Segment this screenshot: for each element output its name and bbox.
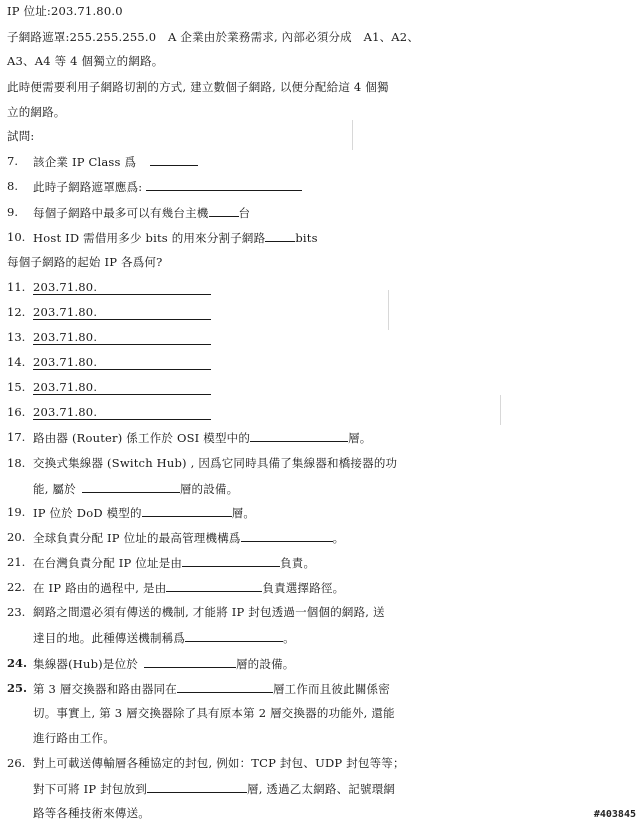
answer-blank[interactable] [150, 154, 198, 166]
question-text: 該企業 IP Class 爲 [33, 155, 137, 169]
question-22 [33, 580, 344, 595]
question-25-line-3: 進行路由工作。 [33, 731, 115, 745]
question-number: 23. [7, 605, 26, 619]
question-number: 17. [7, 430, 26, 444]
question-12 [33, 305, 211, 320]
question-suffix: 負責選擇路徑。 [262, 581, 345, 595]
question-number: 21. [7, 555, 26, 569]
question-19 [33, 505, 255, 520]
question-14 [33, 355, 211, 370]
answer-blank[interactable] [166, 580, 262, 592]
question-18-line-1: 交換式集線器 (Switch Hub) , 因爲它同時具備了集線器和橋接器的功 [33, 456, 398, 470]
question-text: 此時子網路遮罩應爲: [33, 180, 143, 194]
ip-answer-blank[interactable]: 203.71.80. [33, 330, 211, 345]
question-20 [33, 530, 344, 545]
answer-blank[interactable] [209, 205, 239, 217]
question-text: 全球負責分配 IP 位址的最高管理機構爲 [33, 531, 241, 545]
question-suffix: 負責。 [280, 556, 316, 570]
question-23-line-2 [33, 630, 295, 645]
ask-label: 試問: [7, 129, 35, 143]
question-number: 14. [7, 355, 26, 369]
question-23-line-1: 網路之間還必須有傳送的機制, 才能將 IP 封包透過一個個的網路, 送 [33, 605, 385, 619]
question-17 [33, 430, 371, 445]
question-number: 24. [7, 656, 28, 670]
question-number: 7. [7, 154, 18, 168]
answer-blank[interactable] [144, 656, 236, 668]
question-text: 在台灣負責分配 IP 位址是由 [33, 556, 183, 570]
question-number: 20. [7, 530, 26, 544]
ip-answer-blank[interactable]: 203.71.80. [33, 280, 211, 295]
answer-blank[interactable] [142, 505, 232, 517]
question-21 [33, 555, 315, 570]
question-number: 15. [7, 380, 26, 394]
question-number: 11. [7, 280, 26, 294]
question-number: 8. [7, 179, 18, 193]
question-text: IP 位於 DoD 模型的 [33, 506, 142, 520]
question-text: 在 IP 路由的過程中, 是由 [33, 581, 167, 595]
question-suffix: 層, 透過乙太網路、記號環網 [247, 782, 396, 796]
question-number: 22. [7, 580, 26, 594]
question-number: 13. [7, 330, 26, 344]
question-text: Host ID 需借用多少 bits 的用來分割子網路 [33, 231, 266, 245]
ip-answer-blank[interactable]: 203.71.80. [33, 355, 211, 370]
answer-blank[interactable] [82, 481, 180, 493]
question-26-line-2 [33, 781, 395, 796]
subnet-mask-line-2: A3、A4 等 4 個獨立的網路。 [7, 54, 164, 68]
question-number: 25. [7, 681, 28, 695]
question-26-line-1: 對上可載送傳輸層各種協定的封包, 例如：TCP 封包、UDP 封包等等； [33, 756, 405, 770]
question-13 [33, 330, 211, 345]
question-number: 12. [7, 305, 26, 319]
question-suffix: 台 [238, 206, 251, 220]
scan-artifact [388, 290, 389, 330]
question-number: 10. [7, 230, 26, 244]
question-text: 能, 屬於 [33, 482, 76, 496]
question-text: 每個子網路中最多可以有幾台主機 [33, 206, 209, 220]
question-text: 第 3 層交換器和路由器同在 [33, 682, 177, 696]
question-26-line-3: 路等各種技術來傳送。 [33, 806, 150, 820]
answer-blank[interactable] [250, 430, 348, 442]
question-suffix: 。 [283, 631, 295, 645]
description-line-1: 此時便需要利用子網路切割的方式, 建立數個子網路, 以便分配給這 4 個獨 [7, 80, 389, 94]
answer-blank[interactable] [265, 230, 295, 242]
question-suffix: bits [295, 231, 318, 245]
document-id: #403845 [593, 809, 636, 820]
ip-answer-blank[interactable]: 203.71.80. [33, 305, 211, 320]
question-18-line-2 [33, 481, 238, 496]
question-16 [33, 405, 211, 420]
description-line-2: 立的網路。 [7, 105, 66, 119]
question-text: 集線器(Hub)是位於 [33, 657, 138, 671]
question-suffix: 層。 [231, 506, 256, 520]
question-9 [33, 205, 250, 220]
question-10 [33, 230, 318, 245]
answer-blank[interactable] [185, 630, 283, 642]
answer-blank[interactable] [241, 530, 333, 542]
question-7 [33, 154, 198, 169]
ip-address-line: IP 位址:203.71.80.0 [7, 4, 123, 18]
answer-blank[interactable] [182, 555, 280, 567]
scan-artifact [352, 120, 353, 150]
question-suffix: 層的設備。 [235, 657, 295, 671]
question-number: 26. [7, 756, 26, 770]
scan-artifact [500, 395, 501, 425]
answer-blank[interactable] [146, 179, 302, 191]
question-24 [33, 656, 294, 671]
question-text: 達目的地。此種傳送機制稱爲 [33, 631, 186, 645]
question-suffix: 。 [332, 531, 345, 545]
question-15 [33, 380, 211, 395]
ip-answer-blank[interactable]: 203.71.80. [33, 405, 211, 420]
answer-blank[interactable] [177, 681, 273, 693]
answer-blank[interactable] [147, 781, 247, 793]
question-text: 對下可將 IP 封包放到 [33, 782, 147, 796]
question-suffix: 層。 [348, 431, 372, 445]
question-number: 19. [7, 505, 26, 519]
question-25-line-1 [33, 681, 390, 696]
question-number: 9. [7, 205, 18, 219]
question-number: 18. [7, 456, 26, 470]
question-number: 16. [7, 405, 26, 419]
question-8 [33, 179, 302, 194]
question-suffix: 層工作而且彼此關係密 [272, 682, 390, 696]
ip-answer-blank[interactable]: 203.71.80. [33, 380, 211, 395]
question-25-line-2: 切。事實上, 第 3 層交換器除了具有原本第 2 層交換器的功能外, 還能 [33, 706, 395, 720]
question-suffix: 層的設備。 [179, 482, 239, 496]
question-11 [33, 280, 211, 295]
question-text: 路由器 (Router) 係工作於 OSI 模型中的 [33, 431, 251, 445]
subnet-heading: 每個子網路的起始 IP 各爲何? [7, 255, 163, 269]
subnet-mask-line: 子網路遮罩:255.255.255.0 A 企業由於業務需求, 內部必須分成 A1、A2、 [7, 30, 420, 44]
